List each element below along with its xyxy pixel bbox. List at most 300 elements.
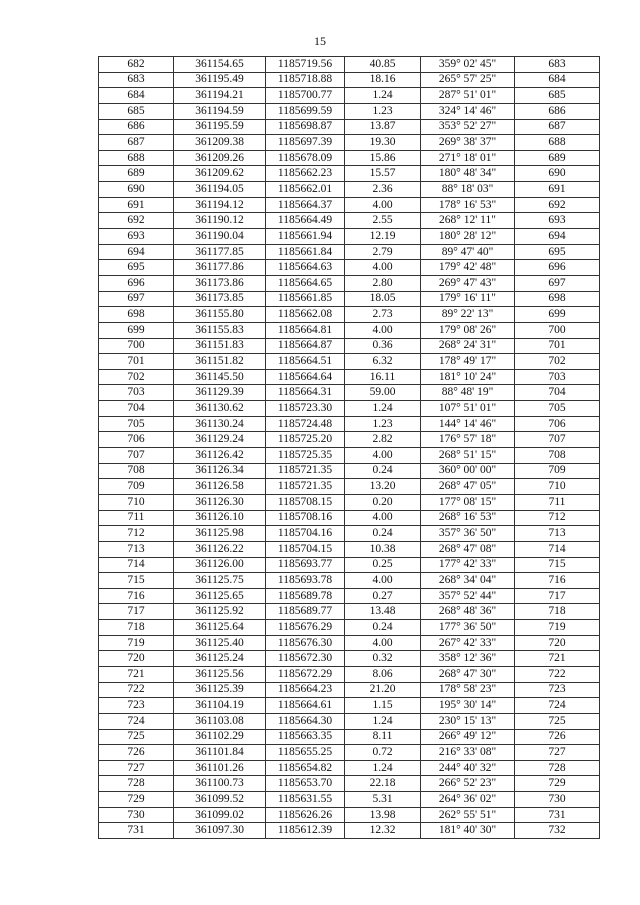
next-point-cell: 729 <box>515 776 600 792</box>
table-row <box>99 807 600 823</box>
bearing-cell: 360° 00' 00" <box>421 463 515 479</box>
y-coordinate-cell: 1185689.78 <box>266 588 345 604</box>
distance-cell: 0.72 <box>345 745 421 761</box>
y-coordinate-cell: 1185719.56 <box>266 57 345 73</box>
coordinates-table <box>98 56 600 839</box>
next-point-cell: 723 <box>515 682 600 698</box>
distance-cell: 0.25 <box>345 557 421 573</box>
y-coordinate-cell: 1185664.61 <box>266 698 345 714</box>
bearing-cell: 181° 10' 24" <box>421 369 515 385</box>
next-point-cell: 699 <box>515 307 600 323</box>
bearing-cell: 180° 48' 34" <box>421 166 515 182</box>
next-point-cell: 730 <box>515 792 600 808</box>
point-number-cell: 715 <box>99 573 174 589</box>
y-coordinate-cell: 1185664.37 <box>266 197 345 213</box>
bearing-cell: 268° 34' 04" <box>421 573 515 589</box>
next-point-cell: 705 <box>515 401 600 417</box>
table-row <box>99 823 600 839</box>
distance-cell: 1.24 <box>345 88 421 104</box>
point-number-cell: 692 <box>99 213 174 229</box>
bearing-cell: 268° 51' 15" <box>421 448 515 464</box>
bearing-cell: 269° 38' 37" <box>421 135 515 151</box>
distance-cell: 2.55 <box>345 213 421 229</box>
next-point-cell: 687 <box>515 119 600 135</box>
bearing-cell: 179° 42' 48" <box>421 260 515 276</box>
y-coordinate-cell: 1185653.70 <box>266 776 345 792</box>
next-point-cell: 691 <box>515 182 600 198</box>
bearing-cell: 268° 48' 36" <box>421 604 515 620</box>
point-number-cell: 694 <box>99 244 174 260</box>
bearing-cell: 107° 51' 01" <box>421 401 515 417</box>
point-number-cell: 713 <box>99 541 174 557</box>
x-coordinate-cell: 361194.12 <box>174 197 266 213</box>
next-point-cell: 685 <box>515 88 600 104</box>
next-point-cell: 684 <box>515 72 600 88</box>
bearing-cell: 357° 52' 44" <box>421 588 515 604</box>
table-row <box>99 620 600 636</box>
table-row <box>99 103 600 119</box>
distance-cell: 13.98 <box>345 807 421 823</box>
table-row <box>99 463 600 479</box>
next-point-cell: 706 <box>515 416 600 432</box>
next-point-cell: 694 <box>515 229 600 245</box>
table-row <box>99 229 600 245</box>
x-coordinate-cell: 361126.58 <box>174 479 266 495</box>
table-row <box>99 244 600 260</box>
next-point-cell: 726 <box>515 729 600 745</box>
point-number-cell: 690 <box>99 182 174 198</box>
distance-cell: 0.24 <box>345 463 421 479</box>
next-point-cell: 722 <box>515 666 600 682</box>
point-number-cell: 707 <box>99 448 174 464</box>
x-coordinate-cell: 361173.85 <box>174 291 266 307</box>
table-row <box>99 57 600 73</box>
point-number-cell: 722 <box>99 682 174 698</box>
distance-cell: 18.05 <box>345 291 421 307</box>
bearing-cell: 268° 47' 08" <box>421 541 515 557</box>
point-number-cell: 710 <box>99 494 174 510</box>
bearing-cell: 230° 15' 13" <box>421 713 515 729</box>
distance-cell: 2.82 <box>345 432 421 448</box>
bearing-cell: 177° 36' 50" <box>421 620 515 636</box>
y-coordinate-cell: 1185664.51 <box>266 354 345 370</box>
bearing-cell: 266° 49' 12" <box>421 729 515 745</box>
x-coordinate-cell: 361125.65 <box>174 588 266 604</box>
x-coordinate-cell: 361130.62 <box>174 401 266 417</box>
y-coordinate-cell: 1185664.63 <box>266 260 345 276</box>
x-coordinate-cell: 361129.39 <box>174 385 266 401</box>
distance-cell: 2.79 <box>345 244 421 260</box>
bearing-cell: 177° 42' 33" <box>421 557 515 573</box>
y-coordinate-cell: 1185664.31 <box>266 385 345 401</box>
y-coordinate-cell: 1185689.77 <box>266 604 345 620</box>
y-coordinate-cell: 1185655.25 <box>266 745 345 761</box>
table-row <box>99 666 600 682</box>
x-coordinate-cell: 361125.92 <box>174 604 266 620</box>
distance-cell: 0.20 <box>345 494 421 510</box>
bearing-cell: 88° 18' 03" <box>421 182 515 198</box>
table-row <box>99 526 600 542</box>
table-row <box>99 385 600 401</box>
x-coordinate-cell: 361126.30 <box>174 494 266 510</box>
point-number-cell: 711 <box>99 510 174 526</box>
next-point-cell: 725 <box>515 713 600 729</box>
x-coordinate-cell: 361125.98 <box>174 526 266 542</box>
table-row <box>99 416 600 432</box>
next-point-cell: 703 <box>515 369 600 385</box>
x-coordinate-cell: 361097.30 <box>174 823 266 839</box>
next-point-cell: 717 <box>515 588 600 604</box>
y-coordinate-cell: 1185725.20 <box>266 432 345 448</box>
point-number-cell: 691 <box>99 197 174 213</box>
point-number-cell: 724 <box>99 713 174 729</box>
point-number-cell: 702 <box>99 369 174 385</box>
distance-cell: 1.23 <box>345 416 421 432</box>
bearing-cell: 268° 24' 31" <box>421 338 515 354</box>
bearing-cell: 176° 57' 18" <box>421 432 515 448</box>
point-number-cell: 723 <box>99 698 174 714</box>
point-number-cell: 717 <box>99 604 174 620</box>
next-point-cell: 714 <box>515 541 600 557</box>
bearing-cell: 89° 22' 13" <box>421 307 515 323</box>
table-row <box>99 604 600 620</box>
bearing-cell: 244° 40' 32" <box>421 760 515 776</box>
x-coordinate-cell: 361125.40 <box>174 635 266 651</box>
bearing-cell: 268° 12' 11" <box>421 213 515 229</box>
bearing-cell: 181° 40' 30" <box>421 823 515 839</box>
next-point-cell: 721 <box>515 651 600 667</box>
next-point-cell: 688 <box>515 135 600 151</box>
point-number-cell: 730 <box>99 807 174 823</box>
x-coordinate-cell: 361177.85 <box>174 244 266 260</box>
table-row <box>99 354 600 370</box>
point-number-cell: 693 <box>99 229 174 245</box>
y-coordinate-cell: 1185661.94 <box>266 229 345 245</box>
x-coordinate-cell: 361103.08 <box>174 713 266 729</box>
bearing-cell: 271° 18' 01" <box>421 150 515 166</box>
distance-cell: 15.86 <box>345 150 421 166</box>
x-coordinate-cell: 361173.86 <box>174 275 266 291</box>
point-number-cell: 682 <box>99 57 174 73</box>
distance-cell: 16.11 <box>345 369 421 385</box>
bearing-cell: 268° 16' 53" <box>421 510 515 526</box>
distance-cell: 1.24 <box>345 401 421 417</box>
table-row <box>99 557 600 573</box>
distance-cell: 2.80 <box>345 275 421 291</box>
y-coordinate-cell: 1185721.35 <box>266 479 345 495</box>
distance-cell: 15.57 <box>345 166 421 182</box>
y-coordinate-cell: 1185631.55 <box>266 792 345 808</box>
next-point-cell: 695 <box>515 244 600 260</box>
table-row <box>99 510 600 526</box>
distance-cell: 5.31 <box>345 792 421 808</box>
x-coordinate-cell: 361099.02 <box>174 807 266 823</box>
distance-cell: 13.48 <box>345 604 421 620</box>
point-number-cell: 720 <box>99 651 174 667</box>
bearing-cell: 265° 57' 25" <box>421 72 515 88</box>
point-number-cell: 706 <box>99 432 174 448</box>
next-point-cell: 718 <box>515 604 600 620</box>
x-coordinate-cell: 361195.59 <box>174 119 266 135</box>
y-coordinate-cell: 1185664.49 <box>266 213 345 229</box>
table-row <box>99 322 600 338</box>
bearing-cell: 177° 08' 15" <box>421 494 515 510</box>
x-coordinate-cell: 361126.34 <box>174 463 266 479</box>
distance-cell: 4.00 <box>345 448 421 464</box>
distance-cell: 4.00 <box>345 322 421 338</box>
next-point-cell: 690 <box>515 166 600 182</box>
page-number: 15 <box>314 34 326 48</box>
distance-cell: 1.24 <box>345 760 421 776</box>
bearing-cell: 88° 48' 19" <box>421 385 515 401</box>
x-coordinate-cell: 361104.19 <box>174 698 266 714</box>
coordinates-table-body <box>99 57 600 839</box>
distance-cell: 0.24 <box>345 620 421 636</box>
distance-cell: 12.32 <box>345 823 421 839</box>
next-point-cell: 707 <box>515 432 600 448</box>
x-coordinate-cell: 361125.64 <box>174 620 266 636</box>
distance-cell: 13.20 <box>345 479 421 495</box>
point-number-cell: 700 <box>99 338 174 354</box>
distance-cell: 13.87 <box>345 119 421 135</box>
table-row <box>99 260 600 276</box>
point-number-cell: 696 <box>99 275 174 291</box>
table-row <box>99 573 600 589</box>
point-number-cell: 716 <box>99 588 174 604</box>
y-coordinate-cell: 1185664.81 <box>266 322 345 338</box>
point-number-cell: 727 <box>99 760 174 776</box>
x-coordinate-cell: 361154.65 <box>174 57 266 73</box>
y-coordinate-cell: 1185700.77 <box>266 88 345 104</box>
table-row <box>99 72 600 88</box>
y-coordinate-cell: 1185664.65 <box>266 275 345 291</box>
point-number-cell: 719 <box>99 635 174 651</box>
next-point-cell: 708 <box>515 448 600 464</box>
next-point-cell: 696 <box>515 260 600 276</box>
distance-cell: 1.15 <box>345 698 421 714</box>
table-row <box>99 541 600 557</box>
point-number-cell: 718 <box>99 620 174 636</box>
y-coordinate-cell: 1185672.30 <box>266 651 345 667</box>
bearing-cell: 353° 52' 27" <box>421 119 515 135</box>
x-coordinate-cell: 361209.26 <box>174 150 266 166</box>
table-row <box>99 275 600 291</box>
y-coordinate-cell: 1185664.64 <box>266 369 345 385</box>
bearing-cell: 268° 47' 05" <box>421 479 515 495</box>
table-row <box>99 197 600 213</box>
x-coordinate-cell: 361194.59 <box>174 103 266 119</box>
x-coordinate-cell: 361101.84 <box>174 745 266 761</box>
x-coordinate-cell: 361155.80 <box>174 307 266 323</box>
bearing-cell: 357° 36' 50" <box>421 526 515 542</box>
bearing-cell: 179° 08' 26" <box>421 322 515 338</box>
table-row <box>99 119 600 135</box>
point-number-cell: 725 <box>99 729 174 745</box>
next-point-cell: 692 <box>515 197 600 213</box>
next-point-cell: 712 <box>515 510 600 526</box>
table-row <box>99 698 600 714</box>
point-number-cell: 721 <box>99 666 174 682</box>
next-point-cell: 716 <box>515 573 600 589</box>
table-row <box>99 150 600 166</box>
x-coordinate-cell: 361125.75 <box>174 573 266 589</box>
point-number-cell: 688 <box>99 150 174 166</box>
distance-cell: 21.20 <box>345 682 421 698</box>
y-coordinate-cell: 1185708.16 <box>266 510 345 526</box>
bearing-cell: 269° 47' 43" <box>421 275 515 291</box>
y-coordinate-cell: 1185662.23 <box>266 166 345 182</box>
distance-cell: 12.19 <box>345 229 421 245</box>
table-row <box>99 588 600 604</box>
next-point-cell: 728 <box>515 760 600 776</box>
x-coordinate-cell: 361125.56 <box>174 666 266 682</box>
x-coordinate-cell: 361151.82 <box>174 354 266 370</box>
bearing-cell: 178° 49' 17" <box>421 354 515 370</box>
point-number-cell: 708 <box>99 463 174 479</box>
table-row <box>99 401 600 417</box>
table-row <box>99 745 600 761</box>
y-coordinate-cell: 1185612.39 <box>266 823 345 839</box>
y-coordinate-cell: 1185662.01 <box>266 182 345 198</box>
point-number-cell: 683 <box>99 72 174 88</box>
bearing-cell: 216° 33' 08" <box>421 745 515 761</box>
bearing-cell: 195° 30' 14" <box>421 698 515 714</box>
y-coordinate-cell: 1185721.35 <box>266 463 345 479</box>
next-point-cell: 732 <box>515 823 600 839</box>
table-row <box>99 448 600 464</box>
distance-cell: 0.36 <box>345 338 421 354</box>
bearing-cell: 178° 16' 53" <box>421 197 515 213</box>
x-coordinate-cell: 361151.83 <box>174 338 266 354</box>
table-row <box>99 651 600 667</box>
x-coordinate-cell: 361129.24 <box>174 432 266 448</box>
x-coordinate-cell: 361126.22 <box>174 541 266 557</box>
table-row <box>99 432 600 448</box>
y-coordinate-cell: 1185676.30 <box>266 635 345 651</box>
next-point-cell: 715 <box>515 557 600 573</box>
next-point-cell: 724 <box>515 698 600 714</box>
bearing-cell: 268° 47' 30" <box>421 666 515 682</box>
y-coordinate-cell: 1185664.23 <box>266 682 345 698</box>
next-point-cell: 704 <box>515 385 600 401</box>
table-row <box>99 479 600 495</box>
y-coordinate-cell: 1185693.77 <box>266 557 345 573</box>
point-number-cell: 709 <box>99 479 174 495</box>
bearing-cell: 359° 02' 45" <box>421 57 515 73</box>
x-coordinate-cell: 361190.12 <box>174 213 266 229</box>
bearing-cell: 264° 36' 02" <box>421 792 515 808</box>
distance-cell: 1.23 <box>345 103 421 119</box>
next-point-cell: 686 <box>515 103 600 119</box>
distance-cell: 8.11 <box>345 729 421 745</box>
table-row <box>99 369 600 385</box>
y-coordinate-cell: 1185664.87 <box>266 338 345 354</box>
distance-cell: 0.27 <box>345 588 421 604</box>
x-coordinate-cell: 361145.50 <box>174 369 266 385</box>
next-point-cell: 711 <box>515 494 600 510</box>
distance-cell: 59.00 <box>345 385 421 401</box>
table-row <box>99 713 600 729</box>
distance-cell: 19.30 <box>345 135 421 151</box>
point-number-cell: 728 <box>99 776 174 792</box>
y-coordinate-cell: 1185664.30 <box>266 713 345 729</box>
point-number-cell: 704 <box>99 401 174 417</box>
point-number-cell: 705 <box>99 416 174 432</box>
point-number-cell: 714 <box>99 557 174 573</box>
x-coordinate-cell: 361125.39 <box>174 682 266 698</box>
next-point-cell: 709 <box>515 463 600 479</box>
table-row <box>99 792 600 808</box>
x-coordinate-cell: 361126.00 <box>174 557 266 573</box>
distance-cell: 4.00 <box>345 260 421 276</box>
point-number-cell: 699 <box>99 322 174 338</box>
point-number-cell: 726 <box>99 745 174 761</box>
distance-cell: 2.73 <box>345 307 421 323</box>
y-coordinate-cell: 1185678.09 <box>266 150 345 166</box>
x-coordinate-cell: 361101.26 <box>174 760 266 776</box>
x-coordinate-cell: 361125.24 <box>174 651 266 667</box>
y-coordinate-cell: 1185718.88 <box>266 72 345 88</box>
point-number-cell: 684 <box>99 88 174 104</box>
table-row <box>99 166 600 182</box>
point-number-cell: 731 <box>99 823 174 839</box>
next-point-cell: 700 <box>515 322 600 338</box>
table-row <box>99 182 600 198</box>
point-number-cell: 698 <box>99 307 174 323</box>
next-point-cell: 693 <box>515 213 600 229</box>
x-coordinate-cell: 361130.24 <box>174 416 266 432</box>
x-coordinate-cell: 361177.86 <box>174 260 266 276</box>
distance-cell: 4.00 <box>345 197 421 213</box>
point-number-cell: 729 <box>99 792 174 808</box>
next-point-cell: 702 <box>515 354 600 370</box>
x-coordinate-cell: 361195.49 <box>174 72 266 88</box>
y-coordinate-cell: 1185661.85 <box>266 291 345 307</box>
y-coordinate-cell: 1185723.30 <box>266 401 345 417</box>
distance-cell: 1.24 <box>345 713 421 729</box>
distance-cell: 0.32 <box>345 651 421 667</box>
y-coordinate-cell: 1185663.35 <box>266 729 345 745</box>
table-row <box>99 494 600 510</box>
next-point-cell: 713 <box>515 526 600 542</box>
y-coordinate-cell: 1185693.78 <box>266 573 345 589</box>
y-coordinate-cell: 1185672.29 <box>266 666 345 682</box>
point-number-cell: 712 <box>99 526 174 542</box>
table-row <box>99 307 600 323</box>
table-row <box>99 682 600 698</box>
y-coordinate-cell: 1185626.26 <box>266 807 345 823</box>
bearing-cell: 178° 58' 23" <box>421 682 515 698</box>
next-point-cell: 719 <box>515 620 600 636</box>
y-coordinate-cell: 1185662.08 <box>266 307 345 323</box>
distance-cell: 10.38 <box>345 541 421 557</box>
x-coordinate-cell: 361100.73 <box>174 776 266 792</box>
y-coordinate-cell: 1185699.59 <box>266 103 345 119</box>
next-point-cell: 701 <box>515 338 600 354</box>
x-coordinate-cell: 361155.83 <box>174 322 266 338</box>
x-coordinate-cell: 361126.10 <box>174 510 266 526</box>
x-coordinate-cell: 361102.29 <box>174 729 266 745</box>
table-row <box>99 776 600 792</box>
x-coordinate-cell: 361099.52 <box>174 792 266 808</box>
point-number-cell: 703 <box>99 385 174 401</box>
bearing-cell: 89° 47' 40" <box>421 244 515 260</box>
distance-cell: 2.36 <box>345 182 421 198</box>
x-coordinate-cell: 361194.05 <box>174 182 266 198</box>
bearing-cell: 358° 12' 36" <box>421 651 515 667</box>
point-number-cell: 685 <box>99 103 174 119</box>
point-number-cell: 687 <box>99 135 174 151</box>
